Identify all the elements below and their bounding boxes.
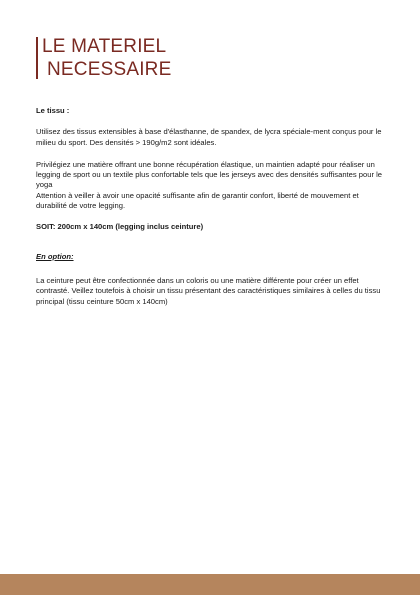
paragraph-recommendation: Privilégiez une matière offrant une bonne récupération élastique, un maintien adapté pour réaliser un legging de sport ou un textile plus confortable tels que les jerseys avec des densités suffisantes pour le yoga (36, 159, 383, 190)
heading-tissu: Le tissu : (36, 106, 70, 115)
title-line-1: LE MATERIEL (42, 36, 167, 57)
document-body (36, 106, 388, 307)
fabric-quantity-summary: SOIT: 200cm x 140cm (legging inclus ceinture) (36, 222, 204, 232)
footer-band (0, 574, 420, 595)
paragraph-tissu-description: Utilisez des tissus extensibles à base d'élasthanne, de spandex, de lycra spéciale-ment conçus pour le milieu du sport. Des densités > 190g/m2 sont idéales. (36, 127, 382, 147)
option-heading: En option: (36, 251, 74, 261)
paragraph-attention: Attention à veiller à avoir une opacité suffisante afin de garantir confort, liberté de mouvement et durabilité de votre legging. (36, 190, 359, 211)
title-accent-bar (36, 37, 38, 79)
title-line-2: NECESSAIRE (47, 59, 172, 80)
page-title (42, 35, 171, 81)
paragraph-ceinture-option: La ceinture peut être confectionnée dans un coloris ou une matière différente pour créer un effet contrasté. Veillez toutefois à choisir un tissu présentant des caractéristiques similaires à celles du tissu principal (tissu ceinture 50cm x 140cm) (36, 275, 381, 306)
